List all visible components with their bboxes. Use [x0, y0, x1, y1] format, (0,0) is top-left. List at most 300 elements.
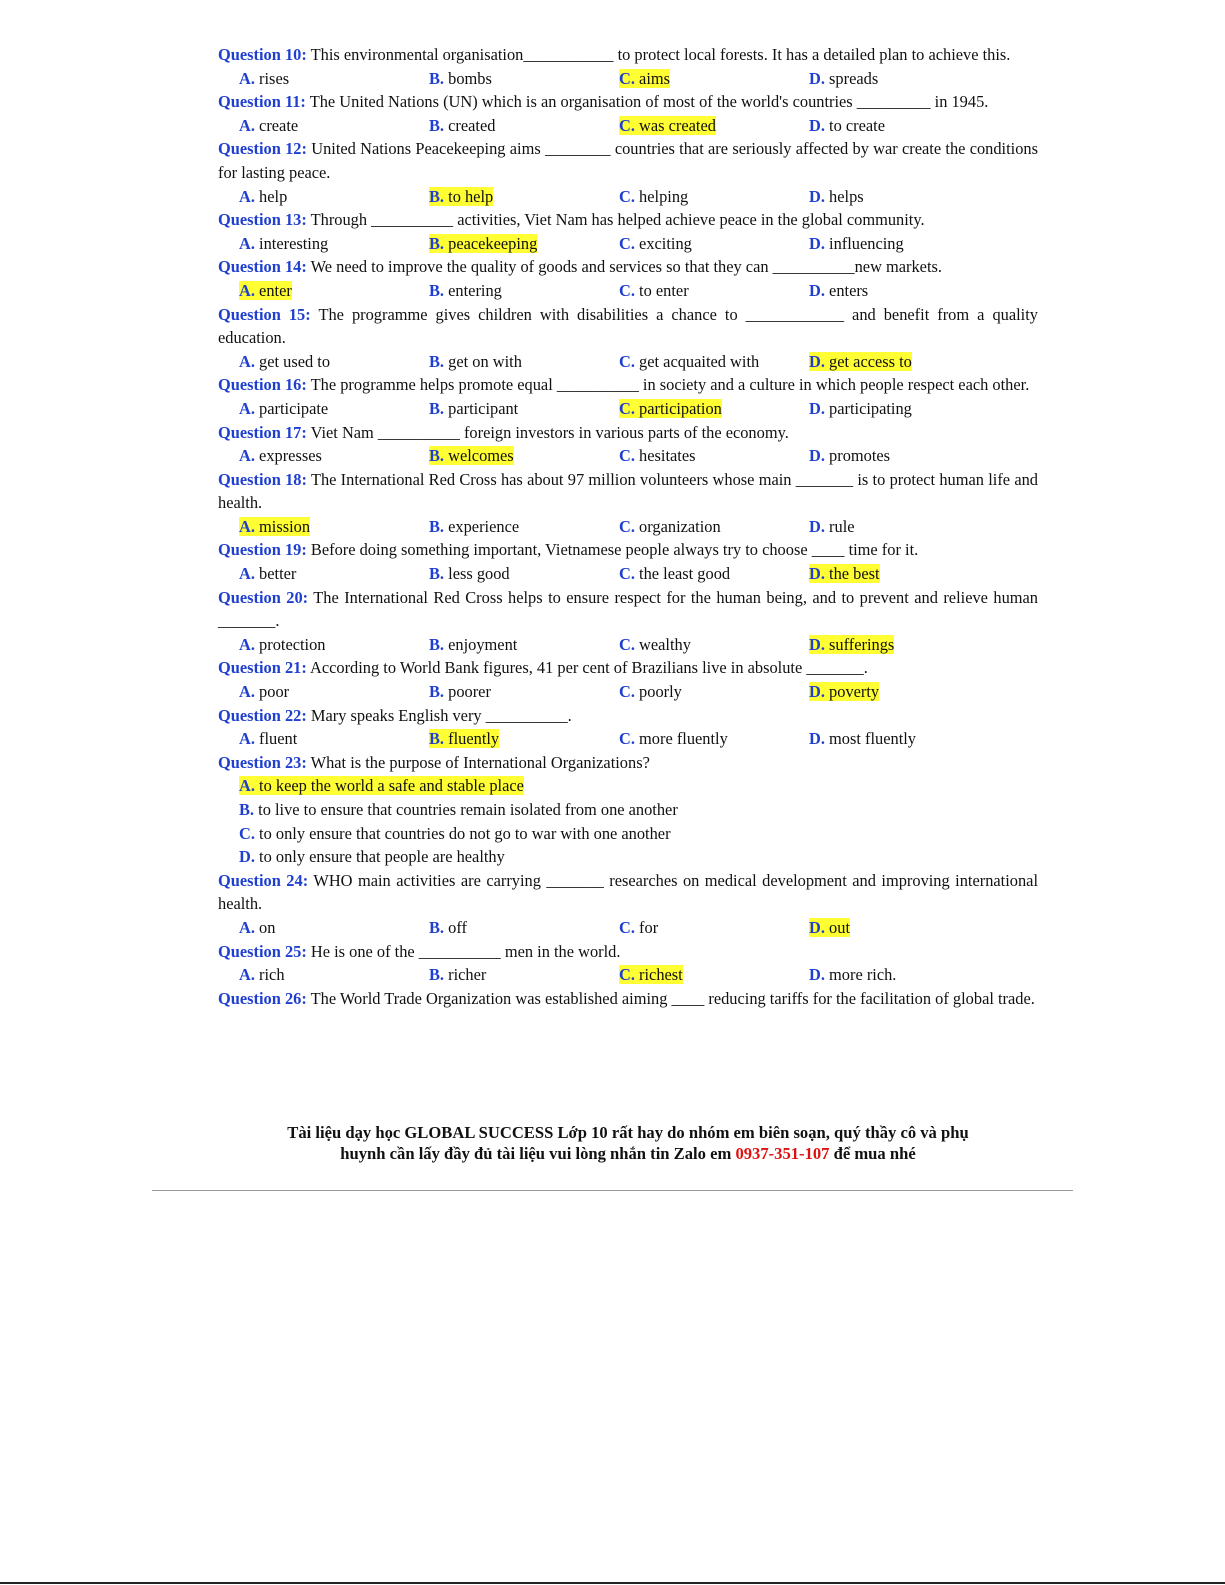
answer-options	[218, 114, 1038, 138]
question	[218, 987, 1038, 1011]
question-text: According to World Bank figures, 41 per cent of Brazilians live in absolute _______.	[310, 658, 868, 678]
correct-answer-highlight	[239, 776, 524, 795]
answer-option-content	[809, 281, 868, 300]
question-text: He is one of the __________ men in the world.	[310, 941, 621, 961]
answer-options	[218, 279, 1038, 303]
question-label: Question 16:	[218, 375, 307, 395]
answer-option-content	[619, 517, 721, 536]
answer-option-content	[429, 69, 492, 88]
promo-footer	[218, 1122, 1038, 1164]
answer-option	[809, 185, 1038, 209]
answer-option-content	[429, 682, 491, 701]
option-text: most fluently	[829, 729, 917, 749]
answer-option	[429, 350, 619, 374]
question	[218, 303, 1038, 350]
answer-option-content	[239, 446, 322, 465]
answer-option	[429, 963, 619, 987]
option-letter: A.	[239, 351, 255, 371]
question-label: Question 19:	[218, 540, 307, 560]
answer-option	[239, 727, 429, 751]
answer-option	[809, 350, 1038, 374]
option-text: create	[259, 115, 299, 135]
option-letter: D.	[809, 446, 825, 466]
correct-answer-highlight	[429, 446, 514, 465]
option-text: protection	[259, 634, 326, 654]
option-letter: C.	[619, 280, 635, 300]
option-letter: C.	[619, 446, 635, 466]
option-text: more fluently	[639, 729, 728, 749]
correct-answer-highlight	[239, 517, 310, 536]
answer-option-content	[239, 564, 296, 583]
answer-option-content	[619, 446, 696, 465]
option-letter: A.	[239, 634, 255, 654]
answer-option	[239, 515, 429, 539]
option-letter: D.	[809, 351, 825, 371]
answer-option-content	[809, 965, 896, 984]
option-text: experience	[448, 516, 520, 536]
answer-option	[809, 232, 1038, 256]
answer-option-content	[619, 682, 682, 701]
option-text: created	[448, 115, 496, 135]
answer-option-content	[239, 399, 328, 418]
option-letter: B.	[429, 68, 445, 88]
answer-options	[218, 774, 1038, 868]
option-letter: A.	[239, 186, 255, 206]
answer-option-content	[619, 729, 728, 748]
answer-option	[239, 633, 429, 657]
option-letter: C.	[619, 186, 635, 206]
option-letter: B.	[429, 233, 445, 253]
option-letter: A.	[239, 516, 255, 536]
option-text: get used to	[259, 351, 331, 371]
option-text: organization	[639, 516, 721, 536]
question-text: Through __________ activities, Viet Nam has helped achieve peace in the global community.	[310, 210, 925, 230]
answer-options	[218, 562, 1038, 586]
option-letter: C.	[619, 233, 635, 253]
answer-option-content	[429, 399, 518, 418]
correct-answer-highlight	[809, 564, 880, 583]
option-letter: B.	[429, 398, 445, 418]
option-letter: D.	[809, 516, 825, 536]
answer-option	[809, 279, 1038, 303]
answer-option-content	[429, 635, 517, 654]
footer-line-2	[218, 1143, 1038, 1164]
answer-option-content	[809, 446, 890, 465]
option-text: rich	[259, 965, 285, 985]
option-text: to create	[829, 115, 886, 135]
zalo-phone-number: 0937-351-107	[735, 1144, 830, 1163]
option-letter: B.	[429, 351, 445, 371]
question-list	[218, 43, 1038, 1010]
question-text: This environmental organisation___________ to protect local forests. It has a detailed plan to achieve this.	[310, 45, 1011, 64]
option-text: helps	[829, 186, 864, 206]
answer-option-content	[619, 635, 691, 654]
option-text: helping	[639, 186, 689, 206]
option-letter: B.	[429, 446, 445, 466]
question-text: United Nations Peacekeeping aims ________ countries that are seriously affected by war create the conditions for lasting peace.	[218, 139, 1038, 182]
question-text: The World Trade Organization was established aiming ____ reducing tariffs for the facilitation of global trade.	[310, 988, 1035, 1008]
question-text: The programme gives children with disabilities a chance to ____________ and benefit from a quality education.	[218, 304, 1038, 348]
option-letter: C.	[619, 729, 635, 749]
answer-option	[239, 562, 429, 586]
answer-option	[239, 916, 429, 940]
option-text: help	[259, 186, 288, 206]
answer-options	[218, 515, 1038, 539]
answer-option	[619, 114, 809, 138]
option-text: expresses	[259, 446, 322, 466]
question-text: Mary speaks English very __________.	[310, 705, 572, 725]
option-text: get access to	[829, 351, 912, 371]
option-text: to enter	[639, 280, 689, 300]
question-text: Before doing something important, Vietnamese people always try to choose ____ time for it.	[310, 540, 919, 560]
answer-option	[239, 114, 429, 138]
question-label: Question 22:	[218, 705, 307, 725]
option-letter: C.	[619, 351, 635, 371]
option-letter: B.	[429, 729, 445, 749]
answer-option-content	[239, 187, 287, 206]
question-text: What is the purpose of International Organizations?	[310, 752, 650, 772]
question	[218, 208, 1038, 232]
question	[218, 869, 1038, 916]
answer-option	[619, 397, 809, 421]
question-label: Question 23:	[218, 752, 307, 772]
option-text: out	[829, 917, 850, 937]
option-letter: C.	[619, 634, 635, 654]
answer-option	[429, 279, 619, 303]
answer-options	[218, 727, 1038, 751]
answer-option	[809, 397, 1038, 421]
option-text: participant	[448, 398, 519, 418]
footer-line-1: Tài liệu dạy học GLOBAL SUCCESS Lớp 10 rất hay do nhóm em biên soạn, quý thầy cô và phụ	[287, 1123, 969, 1142]
option-letter: B.	[429, 634, 445, 654]
answer-option	[619, 444, 809, 468]
question-text: We need to improve the quality of goods and services so that they can __________new markets.	[310, 257, 942, 277]
answer-option-content	[809, 399, 912, 418]
answer-options	[218, 67, 1038, 91]
answer-option	[239, 774, 1038, 798]
question-label: Question 26:	[218, 988, 307, 1008]
option-letter: C.	[619, 917, 635, 937]
option-text: entering	[448, 280, 502, 300]
answer-option	[619, 727, 809, 751]
question-text: The United Nations (UN) which is an organisation of most of the world's countries _________ in 1945.	[309, 92, 989, 112]
option-letter: A.	[239, 564, 255, 584]
question-text: The International Red Cross helps to ensure respect for the human being, and to prevent and relieve human _______.	[218, 587, 1038, 631]
answer-option-content	[619, 234, 692, 253]
answer-options	[218, 444, 1038, 468]
correct-answer-highlight	[809, 635, 894, 654]
answer-option	[429, 562, 619, 586]
option-letter: D.	[809, 115, 825, 135]
answer-option-content	[809, 187, 864, 206]
answer-option	[809, 727, 1038, 751]
question-label: Question 12:	[218, 139, 307, 159]
answer-option	[809, 633, 1038, 657]
option-text: interesting	[259, 233, 329, 253]
answer-options	[218, 232, 1038, 256]
option-letter: C.	[239, 823, 255, 843]
answer-option	[619, 916, 809, 940]
option-text: welcomes	[448, 446, 514, 466]
question-label: Question 14:	[218, 257, 307, 277]
option-text: to keep the world a safe and stable place	[259, 776, 524, 796]
answer-option-content	[239, 682, 289, 701]
answer-option	[429, 67, 619, 91]
answer-option-content	[429, 352, 522, 371]
answer-option	[239, 232, 429, 256]
answer-option	[429, 633, 619, 657]
answer-option	[429, 916, 619, 940]
option-text: off	[448, 917, 467, 937]
option-text: to live to ensure that countries remain isolated from one another	[258, 800, 678, 819]
answer-option-content	[619, 187, 688, 206]
answer-option	[239, 350, 429, 374]
option-letter: A.	[239, 398, 255, 418]
option-text: to only ensure that people are healthy	[259, 847, 505, 867]
answer-option	[809, 680, 1038, 704]
option-text: the least good	[639, 564, 731, 584]
option-letter: A.	[239, 917, 255, 937]
answer-option	[239, 845, 1038, 869]
option-letter: A.	[239, 965, 255, 985]
option-text: rule	[829, 516, 855, 536]
question	[218, 90, 1038, 114]
answer-option	[239, 798, 1038, 822]
answer-option	[809, 963, 1038, 987]
option-letter: B.	[429, 115, 445, 135]
answer-option-content	[239, 69, 289, 88]
answer-option	[619, 185, 809, 209]
footer-line-2-end: để mua nhé	[829, 1144, 916, 1163]
answer-option	[619, 232, 809, 256]
option-letter: B.	[429, 280, 445, 300]
option-text: participation	[639, 398, 722, 418]
option-text: mission	[259, 516, 311, 536]
question-label: Question 13:	[218, 210, 307, 230]
option-text: peacekeeping	[448, 233, 538, 253]
answer-option-content	[429, 281, 502, 300]
option-text: better	[259, 564, 297, 584]
option-letter: D.	[239, 847, 255, 867]
answer-option	[239, 279, 429, 303]
answer-option-content	[429, 965, 486, 984]
question-text: WHO main activities are carrying _______ researches on medical development and improving international health.	[218, 870, 1039, 914]
option-letter: A.	[239, 729, 255, 749]
answer-option-content	[239, 116, 298, 135]
answer-option-content	[239, 729, 297, 748]
option-text: on	[259, 917, 276, 937]
option-letter: C.	[619, 516, 635, 536]
option-text: richest	[639, 965, 683, 985]
answer-option-content	[429, 564, 510, 583]
correct-answer-highlight	[619, 399, 722, 418]
question	[218, 43, 1038, 67]
footer-line-2-text: huynh cần lấy đầy đủ tài liệu vui lòng nhắn tin Zalo em	[340, 1144, 736, 1163]
option-text: get acquaited with	[639, 351, 760, 371]
question-label: Question 10:	[218, 45, 307, 64]
answer-option	[619, 279, 809, 303]
answer-option	[429, 232, 619, 256]
option-text: influencing	[829, 233, 904, 253]
answer-option	[429, 727, 619, 751]
correct-answer-highlight	[619, 116, 716, 135]
option-text: to only ensure that countries do not go to war with one another	[259, 823, 671, 843]
option-letter: C.	[619, 115, 635, 135]
option-text: promotes	[829, 446, 891, 466]
answer-option-content	[619, 564, 730, 583]
question-text: The International Red Cross has about 97 million volunteers whose main _______ is to protect human life and health.	[218, 469, 1038, 513]
answer-option-content	[619, 352, 759, 371]
option-letter: C.	[619, 398, 635, 418]
answer-option	[619, 633, 809, 657]
option-text: more rich.	[829, 965, 897, 985]
option-letter: B.	[429, 917, 445, 937]
option-letter: B.	[429, 965, 445, 985]
question-label: Question 24:	[218, 870, 309, 890]
answer-option	[239, 680, 429, 704]
answer-option-content	[809, 116, 885, 135]
option-text: richer	[448, 965, 487, 985]
option-text: less good	[448, 564, 510, 584]
answer-option	[239, 822, 1038, 846]
question-text: Viet Nam __________ foreign investors in various parts of the economy.	[310, 422, 789, 442]
answer-options	[218, 397, 1038, 421]
correct-answer-highlight	[429, 234, 537, 253]
question-text: The programme helps promote equal __________ in society and a culture in which people respect each other.	[310, 375, 1030, 395]
question	[218, 586, 1038, 633]
correct-answer-highlight	[619, 69, 670, 88]
option-letter: A.	[239, 682, 255, 702]
answer-option	[809, 114, 1038, 138]
answer-option	[429, 185, 619, 209]
option-text: the best	[829, 564, 880, 584]
correct-answer-highlight	[809, 918, 850, 937]
answer-option-content	[619, 281, 689, 300]
answer-options	[218, 185, 1038, 209]
question-label: Question 17:	[218, 422, 307, 442]
answer-option-content	[239, 965, 285, 984]
option-letter: A.	[239, 68, 255, 88]
option-letter: C.	[619, 682, 635, 702]
option-text: enter	[259, 280, 292, 300]
option-letter: A.	[239, 776, 255, 796]
option-letter: B.	[239, 800, 255, 819]
answer-option-content	[809, 729, 916, 748]
answer-option	[619, 67, 809, 91]
answer-option-content	[809, 517, 855, 536]
option-text: hesitates	[639, 446, 696, 466]
answer-option	[809, 916, 1038, 940]
option-letter: D.	[809, 233, 825, 253]
option-text: participate	[259, 398, 329, 418]
answer-option	[239, 397, 429, 421]
answer-option-content	[239, 234, 328, 253]
correct-answer-highlight	[809, 682, 879, 701]
question-label: Question 25:	[218, 941, 307, 961]
option-text: fluently	[448, 729, 500, 749]
option-text: for	[639, 917, 659, 937]
answer-option-content	[809, 69, 878, 88]
question	[218, 137, 1038, 184]
question	[218, 468, 1038, 515]
answer-option	[809, 67, 1038, 91]
answer-option	[619, 680, 809, 704]
page-bottom-edge	[0, 1582, 1225, 1584]
answer-option-content	[239, 918, 275, 937]
option-letter: D.	[809, 682, 825, 702]
option-letter: D.	[809, 186, 825, 206]
option-letter: D.	[809, 398, 825, 418]
answer-option	[429, 680, 619, 704]
answer-option	[619, 562, 809, 586]
page-divider	[152, 1190, 1073, 1191]
answer-option	[809, 444, 1038, 468]
option-letter: B.	[429, 516, 445, 536]
answer-option-content	[429, 517, 519, 536]
question-label: Question 20:	[218, 587, 309, 607]
answer-option	[619, 515, 809, 539]
answer-option-content	[619, 918, 658, 937]
option-letter: A.	[239, 280, 255, 300]
option-letter: D.	[809, 280, 825, 300]
option-text: sufferings	[829, 634, 895, 654]
option-text: fluent	[259, 729, 298, 749]
option-text: enters	[829, 280, 869, 300]
answer-option-content	[239, 352, 330, 371]
answer-option	[239, 963, 429, 987]
question	[218, 940, 1038, 964]
answer-option-content	[429, 918, 467, 937]
option-text: poorer	[448, 682, 491, 702]
option-letter: C.	[619, 68, 635, 88]
option-text: exciting	[639, 233, 692, 253]
option-letter: B.	[429, 186, 445, 206]
option-letter: D.	[809, 564, 825, 584]
option-letter: D.	[809, 965, 825, 985]
option-text: poorly	[639, 682, 682, 702]
question-label: Question 11:	[218, 92, 306, 112]
option-text: participating	[829, 398, 912, 418]
option-letter: C.	[619, 564, 635, 584]
question	[218, 538, 1038, 562]
answer-option	[429, 397, 619, 421]
answer-options	[218, 633, 1038, 657]
answer-option-content	[239, 635, 326, 654]
answer-option	[809, 562, 1038, 586]
option-letter: A.	[239, 446, 255, 466]
answer-option	[429, 444, 619, 468]
answer-option	[239, 444, 429, 468]
option-text: enjoyment	[448, 634, 518, 654]
option-letter: A.	[239, 233, 255, 253]
question	[218, 656, 1038, 680]
option-text: poor	[259, 682, 290, 702]
answer-options	[218, 350, 1038, 374]
answer-option	[429, 515, 619, 539]
question-label: Question 21:	[218, 658, 307, 678]
option-letter: D.	[809, 917, 825, 937]
correct-answer-highlight	[619, 965, 683, 984]
question	[218, 704, 1038, 728]
option-text: poverty	[829, 682, 880, 702]
option-text: spreads	[829, 68, 879, 88]
question	[218, 421, 1038, 445]
answer-options	[218, 680, 1038, 704]
answer-option	[809, 515, 1038, 539]
option-text: rises	[259, 68, 290, 88]
answer-option	[619, 963, 809, 987]
option-letter: D.	[809, 68, 825, 88]
